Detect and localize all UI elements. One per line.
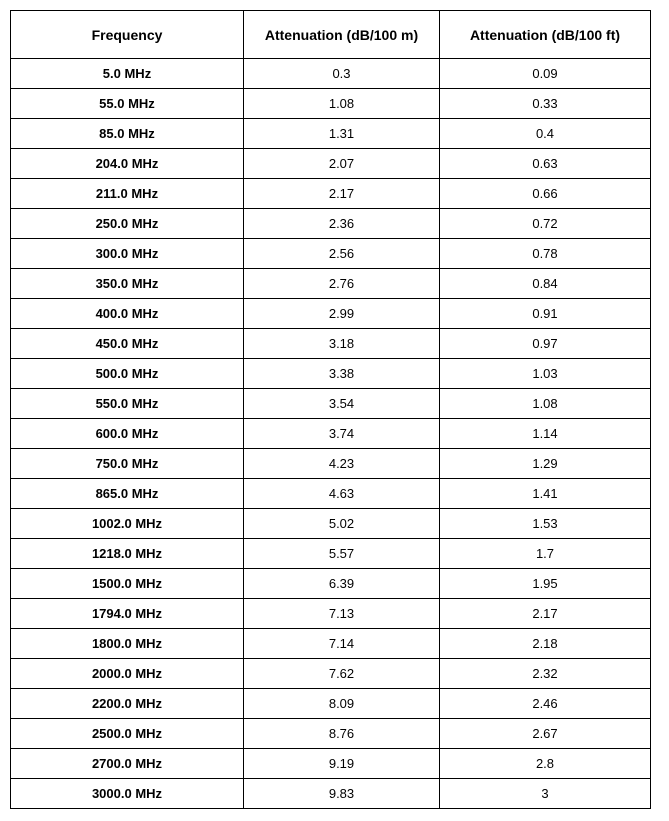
cell-frequency: 500.0 MHz	[11, 359, 244, 389]
cell-attenuation-db-per-100m: 2.17	[244, 179, 440, 209]
table-row	[11, 359, 651, 389]
cell-attenuation-db-per-100m: 4.63	[244, 479, 440, 509]
cell-attenuation-db-per-100ft: 0.84	[440, 269, 651, 299]
cell-attenuation-db-per-100ft: 1.41	[440, 479, 651, 509]
cell-frequency: 2700.0 MHz	[11, 749, 244, 779]
cell-frequency: 211.0 MHz	[11, 179, 244, 209]
cell-attenuation-db-per-100m: 8.09	[244, 689, 440, 719]
cell-attenuation-db-per-100ft: 1.08	[440, 389, 651, 419]
cell-attenuation-db-per-100ft: 0.91	[440, 299, 651, 329]
cell-attenuation-db-per-100ft: 1.14	[440, 419, 651, 449]
cell-attenuation-db-per-100ft: 1.03	[440, 359, 651, 389]
cell-frequency: 550.0 MHz	[11, 389, 244, 419]
table-row	[11, 599, 651, 629]
table-row	[11, 209, 651, 239]
table-row	[11, 299, 651, 329]
table-row	[11, 89, 651, 119]
table-row	[11, 659, 651, 689]
cell-attenuation-db-per-100ft: 0.63	[440, 149, 651, 179]
cell-attenuation-db-per-100m: 6.39	[244, 569, 440, 599]
cell-frequency: 85.0 MHz	[11, 119, 244, 149]
cell-attenuation-db-per-100m: 1.08	[244, 89, 440, 119]
table-row	[11, 719, 651, 749]
table-row	[11, 479, 651, 509]
table-row	[11, 329, 651, 359]
table-row	[11, 59, 651, 89]
cell-frequency: 400.0 MHz	[11, 299, 244, 329]
table-row	[11, 629, 651, 659]
cell-attenuation-db-per-100m: 2.36	[244, 209, 440, 239]
cell-frequency: 1794.0 MHz	[11, 599, 244, 629]
cell-attenuation-db-per-100ft: 2.46	[440, 689, 651, 719]
cell-frequency: 350.0 MHz	[11, 269, 244, 299]
cell-frequency: 300.0 MHz	[11, 239, 244, 269]
table-row	[11, 179, 651, 209]
cell-attenuation-db-per-100m: 7.13	[244, 599, 440, 629]
table-row	[11, 749, 651, 779]
cell-attenuation-db-per-100ft: 1.53	[440, 509, 651, 539]
cell-frequency: 2200.0 MHz	[11, 689, 244, 719]
cell-frequency: 1218.0 MHz	[11, 539, 244, 569]
cell-attenuation-db-per-100m: 3.54	[244, 389, 440, 419]
cell-attenuation-db-per-100ft: 1.29	[440, 449, 651, 479]
cell-frequency: 1800.0 MHz	[11, 629, 244, 659]
header-attenuation-db-per-100m: Attenuation (dB/100 m)	[244, 11, 440, 59]
cell-attenuation-db-per-100m: 9.83	[244, 779, 440, 809]
header-row	[11, 11, 651, 59]
attenuation-table-container	[10, 10, 651, 809]
cell-attenuation-db-per-100m: 3.38	[244, 359, 440, 389]
cell-attenuation-db-per-100ft: 0.09	[440, 59, 651, 89]
cell-attenuation-db-per-100ft: 3	[440, 779, 651, 809]
cell-attenuation-db-per-100m: 3.18	[244, 329, 440, 359]
cell-attenuation-db-per-100m: 2.56	[244, 239, 440, 269]
cell-frequency: 250.0 MHz	[11, 209, 244, 239]
cell-attenuation-db-per-100ft: 0.33	[440, 89, 651, 119]
cell-attenuation-db-per-100ft: 2.32	[440, 659, 651, 689]
cell-frequency: 600.0 MHz	[11, 419, 244, 449]
cell-attenuation-db-per-100m: 2.07	[244, 149, 440, 179]
attenuation-table	[10, 10, 651, 809]
cell-attenuation-db-per-100ft: 0.4	[440, 119, 651, 149]
table-row	[11, 389, 651, 419]
cell-attenuation-db-per-100m: 9.19	[244, 749, 440, 779]
table-row	[11, 449, 651, 479]
cell-frequency: 2000.0 MHz	[11, 659, 244, 689]
cell-frequency: 3000.0 MHz	[11, 779, 244, 809]
table-header	[11, 11, 651, 59]
cell-frequency: 5.0 MHz	[11, 59, 244, 89]
table-row	[11, 119, 651, 149]
cell-attenuation-db-per-100ft: 0.78	[440, 239, 651, 269]
table-row	[11, 509, 651, 539]
cell-attenuation-db-per-100m: 1.31	[244, 119, 440, 149]
table-row	[11, 239, 651, 269]
header-attenuation-db-per-100ft: Attenuation (dB/100 ft)	[440, 11, 651, 59]
cell-attenuation-db-per-100m: 5.57	[244, 539, 440, 569]
cell-attenuation-db-per-100m: 4.23	[244, 449, 440, 479]
cell-attenuation-db-per-100m: 2.99	[244, 299, 440, 329]
cell-attenuation-db-per-100ft: 0.97	[440, 329, 651, 359]
cell-attenuation-db-per-100m: 5.02	[244, 509, 440, 539]
cell-frequency: 750.0 MHz	[11, 449, 244, 479]
cell-frequency: 2500.0 MHz	[11, 719, 244, 749]
cell-attenuation-db-per-100m: 2.76	[244, 269, 440, 299]
table-row	[11, 269, 651, 299]
cell-attenuation-db-per-100ft: 2.67	[440, 719, 651, 749]
table-row	[11, 149, 651, 179]
table-row	[11, 569, 651, 599]
cell-attenuation-db-per-100ft: 0.72	[440, 209, 651, 239]
cell-frequency: 450.0 MHz	[11, 329, 244, 359]
cell-attenuation-db-per-100ft: 2.18	[440, 629, 651, 659]
cell-attenuation-db-per-100ft: 1.95	[440, 569, 651, 599]
cell-attenuation-db-per-100m: 3.74	[244, 419, 440, 449]
table-row	[11, 689, 651, 719]
cell-attenuation-db-per-100m: 7.14	[244, 629, 440, 659]
cell-frequency: 204.0 MHz	[11, 149, 244, 179]
cell-frequency: 55.0 MHz	[11, 89, 244, 119]
cell-frequency: 865.0 MHz	[11, 479, 244, 509]
cell-attenuation-db-per-100ft: 2.8	[440, 749, 651, 779]
cell-frequency: 1002.0 MHz	[11, 509, 244, 539]
cell-attenuation-db-per-100m: 8.76	[244, 719, 440, 749]
cell-attenuation-db-per-100ft: 1.7	[440, 539, 651, 569]
header-frequency: Frequency	[11, 11, 244, 59]
table-row	[11, 539, 651, 569]
table-body	[11, 59, 651, 809]
cell-attenuation-db-per-100m: 7.62	[244, 659, 440, 689]
cell-attenuation-db-per-100m: 0.3	[244, 59, 440, 89]
cell-attenuation-db-per-100ft: 2.17	[440, 599, 651, 629]
cell-attenuation-db-per-100ft: 0.66	[440, 179, 651, 209]
table-row	[11, 419, 651, 449]
table-row	[11, 779, 651, 809]
cell-frequency: 1500.0 MHz	[11, 569, 244, 599]
